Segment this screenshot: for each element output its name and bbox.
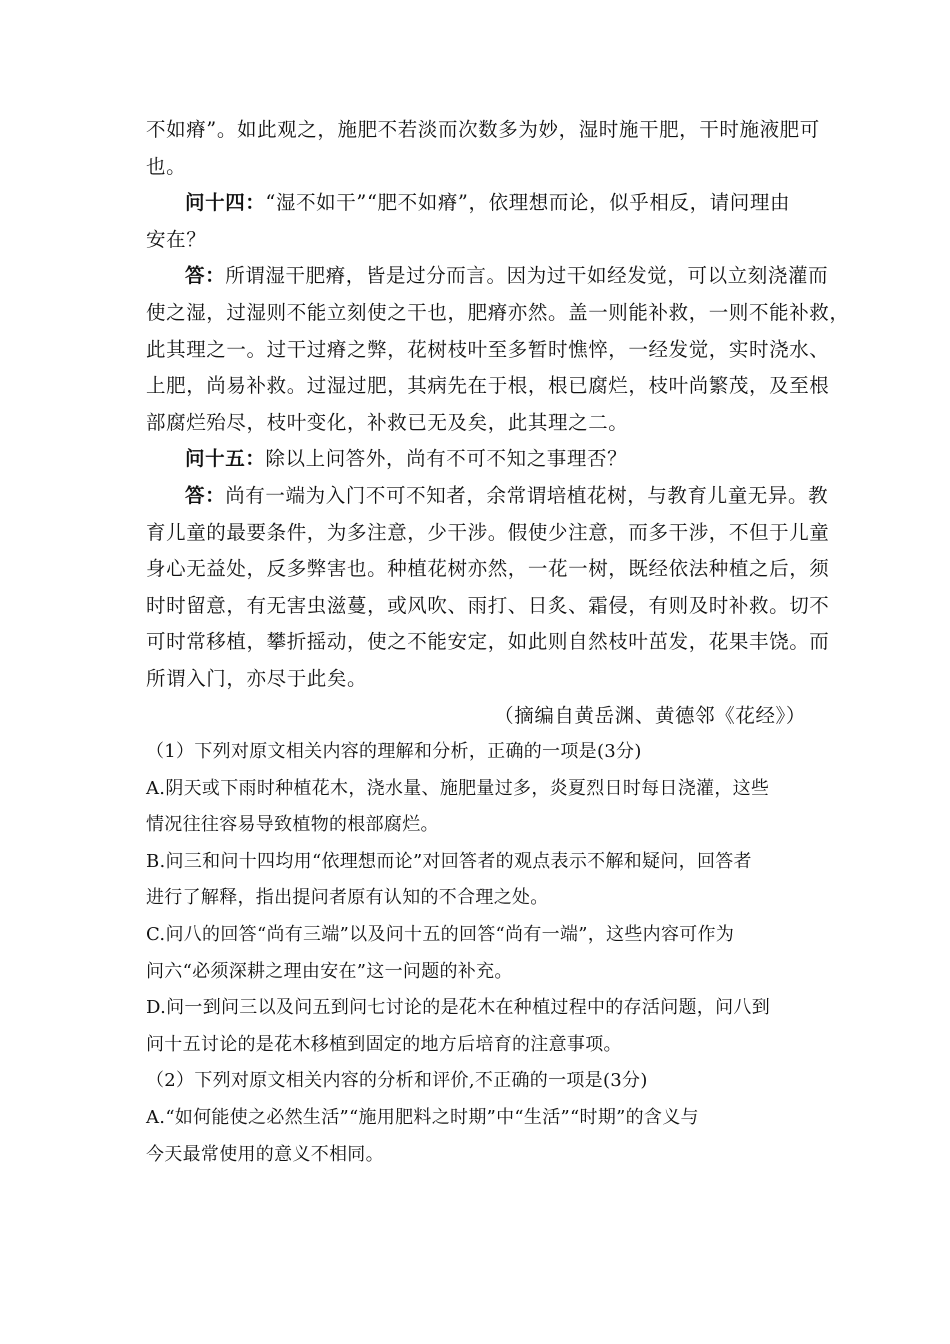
question-15: [146, 441, 806, 478]
option-d-line: D.问一到问三以及问五到问七讨论的是花木在种植过程中的存活问题，问八到: [146, 997, 771, 1019]
answer-14-label: 答：: [185, 264, 226, 288]
question-14-continued: 安在？: [146, 227, 207, 251]
paragraph-line: 也。: [146, 154, 187, 178]
document-page: [146, 112, 850, 1173]
source-citation: （摘编自黄岳渊、黄德邻《花经》）: [494, 703, 806, 727]
answer-15-text: 尚有一端为入门不可不知者，余常谓培植花树，与教育儿童无异。教: [225, 483, 829, 507]
question-15-text: 除以上问答外，尚有不可不知之事理否？: [265, 447, 628, 471]
option-a-line: 情况往往容易导致植物的根部腐烂。: [146, 814, 439, 836]
answer-15-line: 时时留意，有无害虫滋蔓，或风吹、雨打、日炙、霜侵，有则及时补救。切不: [146, 593, 830, 617]
answer-14-line: 使之湿，过湿则不能立刻使之干也，肥瘠亦然。盖一则能补救，一则不能补救，: [146, 300, 850, 324]
answer-15-line: 可时常移植，攀折摇动，使之不能安定，如此则自然枝叶茁发，花果丰饶。而: [146, 630, 830, 654]
question-15-label: 问十五：: [185, 447, 266, 471]
answer-15-line: 育儿童的最要条件，为多注意，少干涉。假使少注意，而多干涉，不但于儿童: [146, 520, 830, 544]
option-c-line: C.问八的回答“尚有三端”以及问十五的回答“尚有一端”，这些内容可作为: [146, 924, 735, 946]
paragraph-line: 不如瘠”。如此观之，施肥不若淡而次数多为妙，湿时施干肥，干时施液肥可: [146, 118, 820, 141]
question-14-label: 问十四：: [185, 191, 266, 215]
question-2-stem: （2）下列对原文相关内容的分析和评价,不正确的一项是(3分): [146, 1070, 648, 1092]
answer-14-text: 所谓湿干肥瘠，皆是过分而言。因为过干如经发觉，可以立刻浇灌而: [225, 264, 829, 288]
option-b-line: 进行了解释，指出提问者原有认知的不合理之处。: [146, 887, 549, 909]
answer-15-label: 答：: [185, 483, 226, 507]
option-a-line: 今天最常使用的意义不相同。: [146, 1143, 384, 1165]
option-b-line: B.问三和问十四均用“依理想而论”对回答者的观点表示不解和疑问，回答者: [146, 850, 752, 872]
option-a-line: A.“如何能使之必然生活”“施用肥料之时期”中“生活”“时期”的含义与: [146, 1107, 699, 1129]
answer-15-line: 所谓入门，亦尽于此矣。: [146, 666, 368, 690]
option-c-line: 问六“必须深耕之理由安在”这一问题的补充。: [146, 960, 513, 982]
question-14: [146, 185, 806, 222]
option-d-line: 问十五讨论的是花木移植到固定的地方后培育的注意事项。: [146, 1033, 622, 1055]
answer-14-line: 部腐烂殆尽，枝叶变化，补救已无及矣，此其理之二。: [146, 410, 629, 434]
answer-14: [146, 258, 829, 295]
answer-15-line: 身心无益处，反多弊害也。种植花树亦然，一花一树，既经依法种植之后，须: [146, 557, 830, 581]
answer-15: [146, 478, 829, 515]
question-1-stem: （1）下列对原文相关内容的理解和分析，正确的一项是(3分): [146, 741, 642, 763]
question-14-text: “湿不如干”“肥不如瘠”，依理想而论，似乎相反，请问理由: [265, 191, 791, 215]
option-a-line: A.阴天或下雨时种植花木，浇水量、施肥量过多，炎夏烈日时每日浇灌，这些: [146, 777, 770, 799]
answer-14-line: 上肥，尚易补救。过湿过肥，其病先在于根，根已腐烂，枝叶尚繁茂，及至根: [146, 374, 830, 398]
answer-14-line: 此其理之一。过干过瘠之弊，花树枝叶至多暂时憔悴，一经发觉，实时浇水、: [146, 337, 830, 361]
